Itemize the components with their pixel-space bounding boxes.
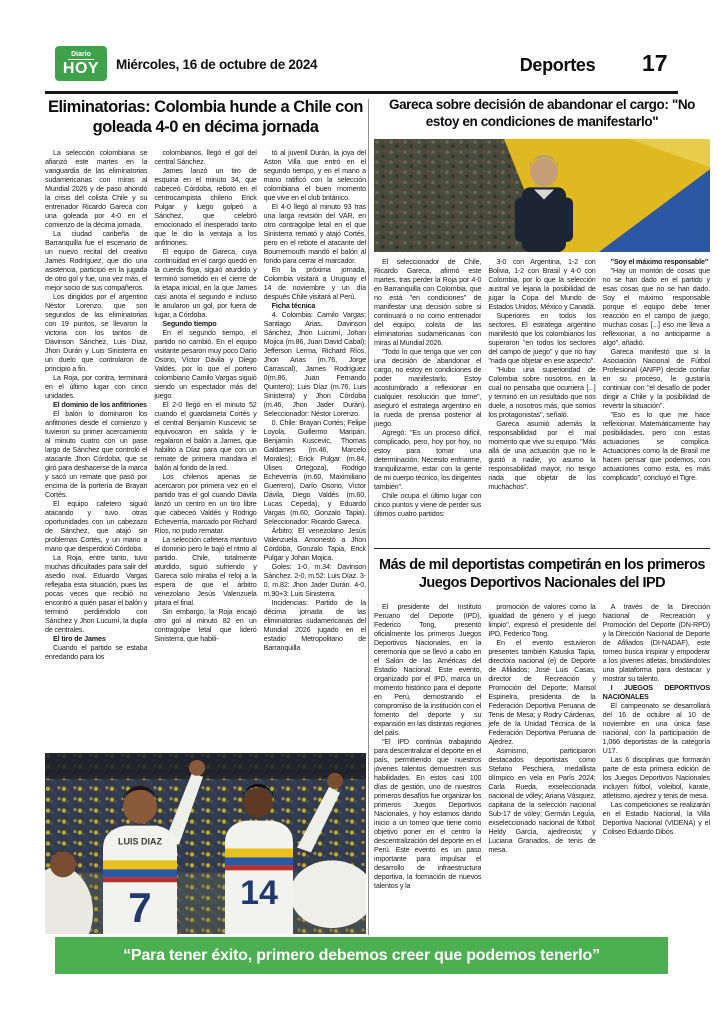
colombia-column-3 (264, 148, 366, 751)
edition-date: Miércoles, 16 de octubre de 2024 (116, 57, 318, 72)
ipd-column-3 (603, 602, 710, 954)
paragraph: El 2-0 llegó en el minuto 52 cuando el guardameta Cortés y el central Benjamín Kuscevic se equivocaron en salida y le regalaron el balón a James, que habilitó a Díaz para que con un remate de primera mandara el balón al fondo de la red. (154, 400, 257, 472)
colombia-article-headline: Eliminatorias: Colombia hunde a Chile con goleada 4-0 en décima jornada (47, 98, 364, 136)
jersey-number-14: 14 (240, 874, 278, 913)
paragraph: Gareca asumió además la responsabilidad por el mal momento que vive su equipo. "Más allá de una actuación que no le gustó a nadie, yo asumo la responsabilidad mayor, no tengo nada que objetar de los muchachos". (488, 419, 596, 491)
gareca-column-1 (374, 257, 481, 543)
paragraph: En el segundo tiempo, el partido no cambió. En el equipo visitante pesaron muy poco Darío Osorio, Víctor Dávila y Diego Valdés, por lo que el portero colombiano Camilo Vargas siguió siendo un espectador más del juego. (154, 328, 257, 400)
paragraph: Gareca manifestó que si la Asociación Nacional de Fútbol Profesional (ANFP) decide confiar en su proceso, le gustaría continuar con "el desafío de poder dirigir a Chile y la posibilidad de revertir la situación". (602, 347, 710, 410)
paragraph: "Soy el máximo responsable" (610, 257, 709, 266)
gareca-photo (374, 139, 710, 252)
paragraph: Superiores en todos los sectores. El estratega argentino manifestó que los colombianos los superaron "en todos los sectores del campo de juego" y que no hay "nada que objetar en ese aspecto". (488, 311, 596, 365)
paragraph: James lanzó un tiro de esquina en el minuto 34, que cabeceó Córdoba, rebotó en el centrocampista chileno Erick Pulgar y luego golpeó a Sánchez, que celebró emocionado el inesperado tanto que le dio la ventaja a los anfitriones. (154, 166, 257, 247)
paragraph: El equipo de Gareca, cuya continuidad en el cargo quedó en la cuerda floja, siguió aturdido y terminó sometido en el cierre de la etapa inicial, en la que James casi anota el segundo e incluso le anularon un gol, por fuera de lugar, a Córdoba. (154, 247, 257, 319)
paragraph: promoción de valores como la igualdad de género y el juego limpio", expresó el presidente del IPD, Federico Tong. (488, 602, 596, 638)
paragraph: "El IPD continúa trabajando para descentralizar el deporte en el país, permitiendo que nuestros jóvenes talentos demuestren sus habilidades. En estos casi 100 días de gestión, uno de nuestros primeros desafíos fue organizar los primeros Juegos Deportivos Nacionales, y hoy estamos dando inicio a un torneo que tiene como objetivo poner en el centro la descentralización del deporte en el Perú. Este evento es un paso importante para impulsar el desarrollo de infraestructura deportiva, la formación de nuevos talentos y la (374, 737, 482, 890)
paragraph: "Hubo una superioridad de Colombia sobre nosotros, en la cual no pensaba que ocurriera [...] y terminó en un resultado que nos duele, a nosotros más, que somos los protagonistas", señaló. (488, 365, 596, 419)
paragraph: A través de la Dirección Nacional de Recreación y Promoción del Deporte (DN-RPD) y la Dirección Nacional de Deporte de Afiliados (DI-NADAF), este torneo busca inspirar y empoderar a los jóvenes atletas, brindándoles una plataforma para destacar y mostrar su talento. (602, 602, 710, 683)
colombia-article-body (45, 148, 366, 751)
vertical-column-divider (368, 99, 369, 935)
paragraph: Incidencias: Partido de la décima jornada de las eliminatorias sudamericanas del Mundial 2026 jugado en el estadio Metropolitano de Barranquilla (263, 598, 366, 652)
paragraph: La Roja, por contra, terminará en el último lugar con cinco unidades. (45, 373, 148, 400)
paragraph: El tiro de James (53, 634, 106, 643)
paragraph: En el evento estuvieron presentes también Katuska Tapia, directora nacional (e) de Deporte de Afiliados; José Luis Casas, director de Recreación y Promoción del Deporte; Marisol Espinelra, presidenta de la Federación Deportiva Peruana de Tenis de Mesa; y Rodry Cárdenas, jefe de la Unidad Técnica de la Federación Deportiva Peruana de Ajedrez. (488, 638, 596, 746)
colombia-column-1 (45, 148, 147, 751)
paragraph: tó al juvenil Durán, la joya del Aston Villa que entró en el segundo tiempo, y en el mano a mano ratificó con la selección colombiana el buen momento que vive en el club británico. (263, 148, 366, 202)
paragraph: El dominio de los anfitriones (53, 400, 147, 409)
paragraph: La selección colombiana se afianzó este martes en la vanguardia de las eliminatorias sudamericanas con miras al Mundial 2026 y de paso ahondó la crisis del colista Chile y su entrenador Ricardo Gareca con una goleada por 4-0 en el comienzo de la décima jornada. (45, 148, 148, 229)
paragraph: "Todo lo que tenga que ver con una decisión de abandonar el cargo, no estoy en condiciones de poder manifestarlo. Estoy acostumbrado a reflexionar en cualquier resolución que tome", aseguró el estratega argentino en la rueda de prensa posterior al juego. (374, 347, 482, 428)
gareca-column-3 (603, 257, 710, 543)
paragraph: Segundo tiempo (162, 319, 217, 328)
article-separator-rule (374, 548, 710, 549)
jersey-number-7: 7 (128, 884, 152, 932)
paragraph: 3-0 con Argentina, 1-2 con Bolivia, 1-2 con Brasil y 4-0 con Colombia, por lo que la selección austral ve lejana la posibilidad de jugar la Copa del Mundo de Estados Unidos, México y Canadá. (488, 257, 596, 311)
paragraph: "Eso es lo que me hace reflexionar. Matemáticamente hay posibilidades, pero con estas actuaciones se complica. Actuaciones como la de Brasil me hacen pensar que podemos, con actuaciones como esta, es más complicado", concluyó el Tigre. (602, 410, 710, 482)
paragraph: Chile ocupa el último lugar con cinco puntos y viene de perder sus últimos cuatro partidos: (374, 491, 482, 518)
colombia-celebration-photo (45, 753, 366, 934)
paragraph: El seleccionador de Chile, Ricardo Gareca, afirmó este martes, tras perder la Roja por 4-0 en Barranquilla con Colombia, que no está "en condiciones" de manifestar una decisión sobre si continuará o no como entrenador del equipo, colista de las eliminatorias sudamericanas con miras al Mundial 2026. (374, 257, 482, 347)
masthead-rule (45, 91, 678, 94)
paragraph: Asimismo, participaron destacados deportistas como Stefano Peschiera, medallista olímpico en vela en París 2024; Carla Rueda, exseleccionada nacional de vóley; Ariana Vásquez, capitana de la selección nacional Sub-17 de vóley; Germán Leguía, exseleccionado nacional de fútbol; Heldy García, ajedrecista; y Luciana Granados, de tenis de mesa. (488, 746, 596, 854)
logo-diario-text: Diario (68, 51, 94, 60)
paragraph: "Hay un montón de cosas que no se han dado en el partido y esas cosas que no se han dado. Soy el máximo responsable porque el equipo debe tener reacción en el campo de juego, muchas cosas [...] eso me lleva a reflexionar, a no anticiparme a algo", añadió. (602, 266, 710, 347)
paragraph: 0. Chile: Brayan Cortés; Felipe Loyola, Guillermo Maripán, Benjamín Kuscevic, Thomas Galdames (m.46, Marcelo Morales); Erick Pulgar (m.84, Ulises Ortegoza), Rodrigo Echeverría (m.60, Maximiliano Guerrero), Darío Osorio, Víctor Dávila, Diego Valdés (m.60, Lucas Cepeda), y Eduardo Vargas (m.60, Gonzalo Tapia). Seleccionador: Ricardo Gareca. (263, 418, 366, 526)
paragraph: La Roja, entre tanto, tuvo muchas dificultades para salir del asedio rival. Eduardo Vargas reflejaba esta situación, pues las pocas veces que recibió no encontró a quién pasar el balón y terminó perdiéndolo con Sánchez y Jhon Lucumí, la dupla de centrales. (45, 553, 148, 634)
jersey-name-text: LUIS DIAZ (118, 836, 162, 847)
paragraph: Los chilenos apenas se acercaron por primera vez en el partido tras el gol cuando Dávila lanzó un centro en un tiro libre que cabeceó Valdés y Rodrigo Echeverría, marcado por Richard Ríos, no pudo rematar. (154, 472, 257, 535)
paragraph: 4. Colombia: Camilo Vargas; Santiago Arias, Davinson Sánchez, Jhon Lucumí, Johan Mojica (m.86, Juan David Cabal); Jefferson Lerma, Richard Ríos, Jhon Arias (m.76, Jorge Carrascal), James Rodríguez 0(m.86, Juan Fernando Quintero); Luis Díaz (m.76, Luis Sinisterra) y Jhon Córdoba (m.46, Jhon Jader Durán). Seleccionador: Néstor Lorenzo. (263, 310, 366, 418)
gareca-article-headline: Gareca sobre decisión de abandonar el cargo: "No estoy en condiciones de manifestarlo" (388, 97, 696, 129)
paragraph: Las 6 disciplinas que formarán parte de esta primera edición de los Juegos Deportivos Nacionales incluyen fútbol, voleibol, karate, atletismo, ajedrez y tenis de mesa. (602, 755, 710, 800)
ipd-column-2 (488, 602, 595, 954)
paragraph: Las competiciones se realizarán en el Estadio Nacional, la Villa Deportiva Nacional (VIDENA) y el Coliseo Eduardo Dibós. (602, 800, 710, 836)
paragraph: Los dirigidos por el argentino Néstor Lorenzo, que son segundos de las eliminatorias con 19 puntos, se llevaron la victoria con los tantos de Davinson Sánchez, Luis Díaz, Jhon Durán y Luis Sinisterra en un duelo que controlaron de principio a fin. (45, 292, 148, 373)
colombia-column-2 (154, 148, 256, 751)
ipd-column-1 (374, 602, 481, 954)
paragraph: Cuando el partido se estaba enredando para los (45, 643, 148, 661)
quote-banner (55, 937, 668, 974)
gareca-photo-graphic (374, 139, 710, 252)
paragraph: colombianos, llegó el gol del central Sánchez. (154, 148, 257, 166)
paragraph: La selección cafetera mantuvo el dominio pero le bajó el ritmo al partido. Chile, totalmente aturdido, siguió sufriendo y Gareca solo miraba el reloj a la espera de que el árbitro venezolano Jesús Valenzuela pitara el final. (154, 535, 257, 607)
paragraph: El presidente del Instituto Peruano del Deporte (IPD), Federico Tong, presentó oficialmente los primeros Juegos Deportivos Nacionales, en la ceremonia que se llevó a cabo en el Salón de las Américas del Estadio Nacional. Este evento, organizado por el IPD, marca un momento histórico para el deporte en Perú, demostrando el compromiso de la institución con el fomento del deporte y su expansión en las distintas regiones del país. (374, 602, 482, 737)
paragraph: Agregó: "Es un proceso difícil, complicado, pero, hoy por hoy, no estoy para tomar una determinación. Necesito enfriarme, tranquilizarme, estar con la gente de mi cuerpo técnico, los dirigentes también". (374, 428, 482, 491)
paragraph: La ciudad caribeña de Barranquilla fue el escenario de un nuevo recital del creativo James Rodríguez, que dio una asistencia, participó en la jugada de otro gol y fue, una vez más, el mejor socio de sus compañeros. (45, 229, 148, 292)
paragraph: En la próxima jornada, Colombia visitará a Uruguay el 14 de noviembre y un día después Chile visitará al Perú. (263, 265, 366, 301)
paragraph: Goles: 1-0, m.34: Davinson Sánchez. 2-0, m.52: Luis Díaz. 3-0, m.82: Jhon Jader Durán. 4-0, m.90+3: Luis Sinisterra. (263, 562, 366, 598)
diario-hoy-logo (55, 46, 107, 81)
ipd-article-headline: Más de mil deportistas competirán en los primeros Juegos Deportivos Nacionales del IPD (378, 557, 705, 592)
paragraph: El equipo cafetero siguió atacando y tuvo otras oportunidades con un cabezazo de Sánchez, que atajó sin problemas Cortés, y un mano a mano que desperdició Córdoba. (45, 499, 148, 553)
ipd-article-body (374, 602, 710, 954)
logo-hoy-text: HOY (62, 59, 100, 77)
paragraph: Ficha técnica (271, 301, 316, 310)
section-title: Deportes (519, 55, 596, 75)
paragraph: Árbitro: El venezolano Jesús Valenzuela. Amonestó a Jhon Córdoba, Gonzalo Tapia, Erick Pulgar y Johan Mojica. (263, 526, 366, 562)
gareca-article-body (374, 257, 710, 543)
page-number: 17 (642, 50, 668, 76)
paragraph: El balón lo dominaron los anfitriones desde el comienzo y tuvieron su primer acercamiento al minuto cuatro con un pase largo de Sánchez que controló el atacante Jhon Córdoba, que se giró para deshacerse de la marca y sacó un remate que pasó por encima de la portería de Brayan Cortés. (45, 409, 148, 499)
paragraph: El 4-0 llegó al minuto 93 tras una larga revisión del VAR, en otro contragolpe letal en el que Sinisterra remató y atajó Cortés, pero en el rebote el atacante del Bournemouth mandó el balón al fondo para cerrar el marcador. (263, 202, 366, 265)
quote-banner-text: “Para tener éxito, primero debemos creer que podemos tenerlo” (123, 946, 600, 964)
gareca-column-2 (488, 257, 595, 543)
paragraph: I JUEGOS DEPORTIVOS NACIONALES (602, 683, 710, 701)
celebration-photo-graphic (45, 753, 366, 934)
paragraph: El campeonato se desarrollará del 16 de octubre al 10 de noviembre en una única fase nacional, con la participación de 1,066 deportistas de la categoría U17. (602, 701, 710, 755)
paragraph: Sin embargo, la Roja encajó otro gol al minuto 82 en un contragolpe letal que lideró Sinisterra, que habili- (154, 607, 257, 643)
